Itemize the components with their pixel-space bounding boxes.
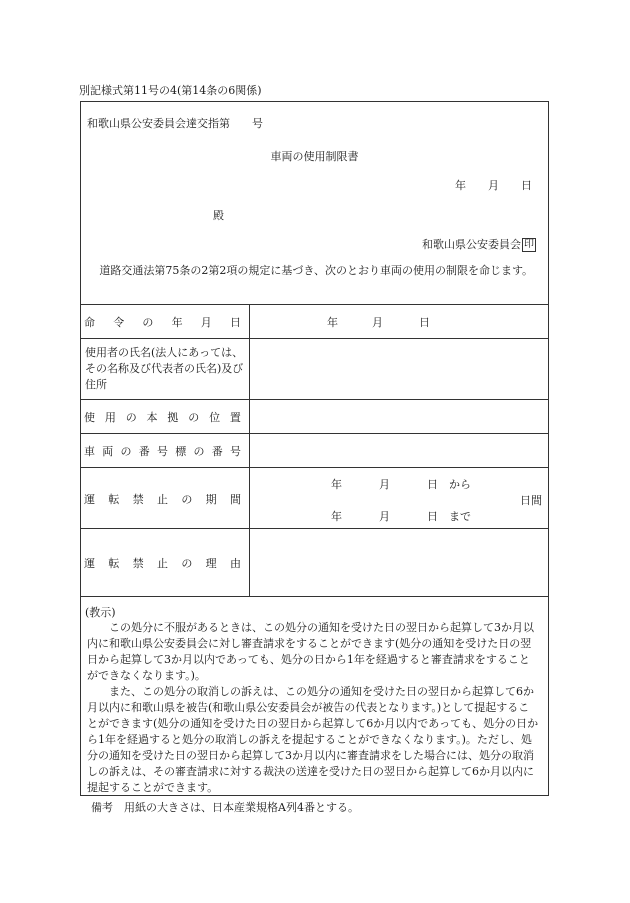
order-date-year: 年 xyxy=(327,316,338,329)
label-char: 期 xyxy=(205,493,217,506)
label-char: 転 xyxy=(108,557,120,570)
label-char: 令 xyxy=(113,316,125,329)
label-char: の xyxy=(193,445,205,458)
label-char: の xyxy=(181,493,193,506)
period-to-day: 日 xyxy=(427,510,438,523)
label-char: 命 xyxy=(84,316,95,329)
label-char: 本 xyxy=(146,411,158,424)
seal-mark: 印 xyxy=(524,239,534,250)
issue-date: 年 月 日 xyxy=(455,179,532,192)
label-char: 車 xyxy=(84,445,95,458)
row-divider xyxy=(81,399,548,400)
issuer-name: 和歌山県公安委員会 xyxy=(422,238,521,251)
column-divider xyxy=(249,304,250,596)
order-text: 道路交通法第75条の2第2項の規定に基づき、次のとおり車両の使用の制限を命じます。 xyxy=(99,264,534,277)
label-char: の xyxy=(125,411,137,424)
order-date-label xyxy=(84,314,241,330)
period-to-year: 年 xyxy=(331,510,342,523)
label-char: 日 xyxy=(229,316,241,329)
label-char: の xyxy=(188,411,200,424)
notes-body xyxy=(87,620,540,796)
row-divider xyxy=(81,338,548,339)
period-from-suffix: から xyxy=(449,478,471,491)
document-number: 和歌山県公安委員会達交指第 号 xyxy=(87,117,263,130)
period-from-month: 月 xyxy=(379,478,390,491)
label-char: 位 xyxy=(209,411,221,424)
period-from-day: 日 xyxy=(427,478,438,491)
row-divider xyxy=(81,528,548,529)
label-char: 止 xyxy=(156,493,168,506)
row-divider xyxy=(81,467,548,468)
label-char: 置 xyxy=(229,411,241,424)
order-form xyxy=(80,101,549,796)
base-location-label xyxy=(84,409,241,425)
label-char: 止 xyxy=(156,557,168,570)
label-char: 両 xyxy=(102,445,114,458)
label-char: 標 xyxy=(175,445,187,458)
label-char: 号 xyxy=(230,445,241,458)
document-title: 車両の使用制限書 xyxy=(270,150,359,163)
period-from-year: 年 xyxy=(331,478,342,491)
period-days: 日間 xyxy=(520,494,542,507)
label-char: 間 xyxy=(229,493,241,506)
label-char: 理 xyxy=(205,557,217,570)
order-date-day: 日 xyxy=(419,316,430,329)
label-char: 禁 xyxy=(132,557,144,570)
user-name-label: 使用者の氏名(法人にあっては、その名称及び代表者の氏名)及び住所 xyxy=(85,346,244,391)
order-date-month: 月 xyxy=(372,316,383,329)
prohibition-reason-label xyxy=(84,555,241,571)
notes-paragraph-1: この処分に不服があるときは、この処分の通知を受けた日の翌日から起算して3か月以内に和歌山県公安委員会に対し審査請求をすることができます(処分の通知を受けた日の翌日から起算して3か月以内であっても、処分の日から1年を経過すると審査請求をすることができなくなります。)。 xyxy=(87,621,534,682)
label-char: の xyxy=(120,445,132,458)
label-char: 由 xyxy=(229,557,241,570)
label-char: 番 xyxy=(211,445,223,458)
label-char: 運 xyxy=(84,493,95,506)
footer-note: 備考 用紙の大きさは、日本産業規格A列4番とする。 xyxy=(91,801,359,814)
label-char: 月 xyxy=(200,316,212,329)
table-bottom-border xyxy=(81,596,548,597)
period-to-suffix: まで xyxy=(449,510,471,523)
label-char: 号 xyxy=(157,445,168,458)
prohibition-period-label xyxy=(84,491,241,507)
label-char: 使 xyxy=(84,411,95,424)
notes-paragraph-2: また、この処分の取消しの訴えは、この処分の通知を受けた日の翌日から起算して6か月以内に和歌山県を被告(和歌山県公安委員会が被告の代表となります。)として提起することができます(処分の通知を受けた日の翌日から起算して6か月以内であっても、処分の日から1年を経過すると処分の取消しの訴えを提起することができなくなります。)。ただし、処分の通知を受けた日の翌日から起算して3か月以内に審査請求をした場合には、処分の取消しの訴えは、その審査請求に対する裁決の送達を受けた日の翌日から起算して6か月以内に提起することができます。 xyxy=(87,685,539,794)
issuer xyxy=(422,236,536,252)
label-char: 番 xyxy=(138,445,150,458)
label-char: 転 xyxy=(108,493,120,506)
period-to-month: 月 xyxy=(379,510,390,523)
label-char: の xyxy=(142,316,154,329)
label-char: の xyxy=(181,557,193,570)
plate-number-label xyxy=(84,443,241,459)
table-top-border xyxy=(81,304,548,305)
label-char: 拠 xyxy=(167,411,179,424)
label-char: 年 xyxy=(171,316,183,329)
recipient-suffix: 殿 xyxy=(213,209,224,222)
row-divider xyxy=(81,433,548,434)
label-char: 運 xyxy=(84,557,95,570)
label-char: 禁 xyxy=(132,493,144,506)
form-number: 別記様式第11号の4(第14条の6関係) xyxy=(79,84,262,97)
label-char: 用 xyxy=(104,411,116,424)
notes-heading: (教示) xyxy=(85,606,116,619)
